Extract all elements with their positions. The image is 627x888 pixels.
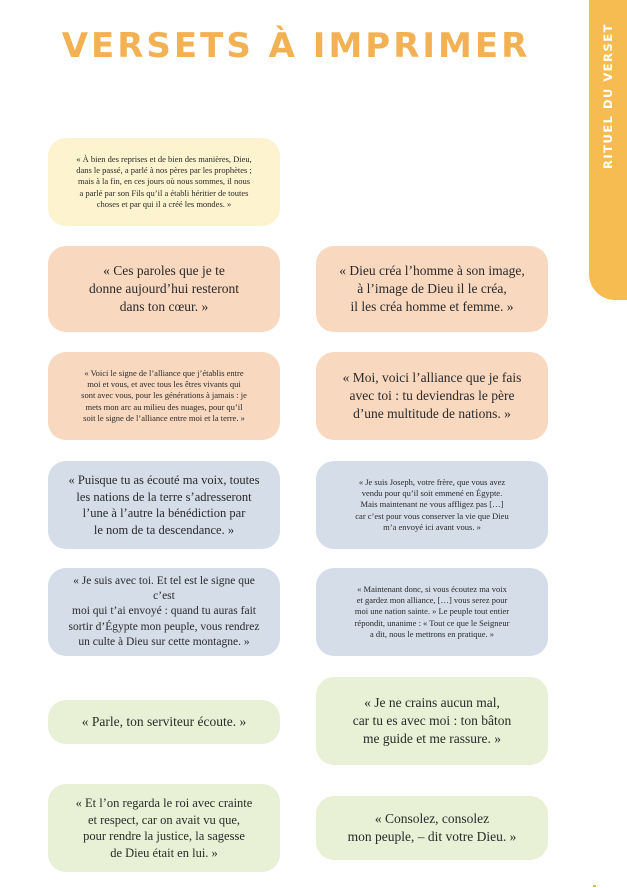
verse-card-4 xyxy=(48,352,280,440)
side-tab xyxy=(589,0,627,300)
verse-text: « Voici le signe de l’alliance que j’établis entre moi et vous, et avec tous les êtres vivants qui sont avec vous, pour les générations à jamais : je mets mon arc au milieu des nuages, pour qu’il soit le signe de l’alliance entre moi et la terre. » xyxy=(81,367,247,423)
verse-card-8 xyxy=(48,568,280,656)
verse-text: « Je ne crains aucun mal, car tu es avec moi : ton bâton me guide et me rassure. » xyxy=(352,695,512,746)
verse-card-12 xyxy=(48,784,280,872)
verse-card-5 xyxy=(316,352,548,440)
verse-card-13 xyxy=(316,796,548,860)
verse-text: « Parle, ton serviteur écoute. » xyxy=(81,714,247,730)
verse-text: « Je suis Joseph, votre frère, que vous avez vendu pour qu’il soit emmené en Égypte. Mais maintenant ne vous affligez pas […] car c’est pour vous conserver la vie que Dieu m’a envoyé ici avant vous. » xyxy=(355,476,509,532)
verse-text: « Et l’on regarda le roi avec crainte et respect, car on avait vu que, pour rendre la justice, la sagesse de Dieu était en lui. » xyxy=(75,796,253,860)
verse-text: « Moi, voici l’alliance que je fais avec toi : tu deviendras le père d’une multitude de nations. » xyxy=(342,370,522,421)
verse-card-10 xyxy=(48,700,280,744)
page-title: VERSETS À IMPRIMER xyxy=(61,26,531,66)
verse-text: « Maintenant donc, si vous écoutez ma voix et gardez mon alliance, […] vous serez pour moi une nation sainte. » Le peuple tout entier répondit, unanime : « Tout ce que le Seigneur a dit, nous le mettrons en pratique. » xyxy=(354,583,510,639)
verse-card-6 xyxy=(48,461,280,549)
verse-card-9 xyxy=(316,568,548,656)
verse-text: « Consolez, consolez mon peuple, – dit votre Dieu. » xyxy=(347,811,517,844)
verse-text: « À bien des reprises et de bien des manières, Dieu, dans le passé, a parlé à nos pères par les prophètes ; mais à la fin, en ces jours où nous sommes, il nous a parlé par son Fils qu’il a établi héritier de toutes choses et par qui il a créé les mondes. » xyxy=(76,153,252,209)
side-tab-label: RITUEL DU VERSET xyxy=(601,23,615,169)
verse-card-2 xyxy=(48,246,280,332)
page-corner-mark xyxy=(593,885,596,887)
verse-card-1 xyxy=(48,138,280,226)
verse-card-7 xyxy=(316,461,548,549)
verse-text: « Je suis avec toi. Et tel est le signe que c’est moi qui t’ai envoyé : quand tu auras fait sortir d’Égypte mon peuple, vous rendrez un culte à Dieu sur cette montagne. » xyxy=(68,575,260,648)
verse-text: « Dieu créa l’homme à son image, à l’image de Dieu il le créa, il les créa homme et femme. » xyxy=(339,263,525,314)
verse-text: « Ces paroles que je te donne aujourd’hui resteront dans ton cœur. » xyxy=(89,263,239,314)
verse-card-3 xyxy=(316,246,548,332)
verse-text: « Puisque tu as écouté ma voix, toutes les nations de la terre s’adresseront l’une à l’autre la bénédiction par le nom de ta descendance. » xyxy=(68,473,260,537)
verse-card-11 xyxy=(316,677,548,765)
